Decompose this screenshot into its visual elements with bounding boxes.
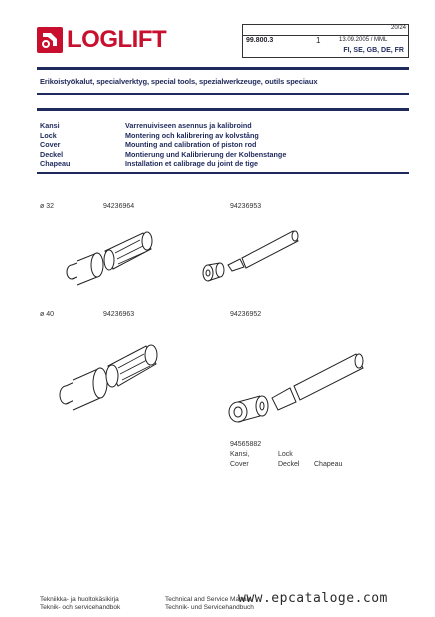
footer-text: Tekniikka- ja huoltokäsikirja bbox=[40, 596, 119, 603]
part-number-label: 94236964 bbox=[103, 203, 135, 210]
category-rule bbox=[37, 93, 409, 95]
footer-text: Technik- und Servicehandbuch bbox=[165, 604, 254, 611]
document-date: 13.09.2005 / MML bbox=[339, 37, 388, 43]
section-rule bbox=[37, 108, 409, 111]
diameter-32-label: ø 32 bbox=[40, 203, 55, 210]
title-value: Montering och kalibrering av kolvstång bbox=[125, 130, 259, 140]
document-number: 99.800.3 bbox=[246, 37, 274, 44]
footer-text: Technical and Service Manual bbox=[165, 596, 252, 603]
footer-text: Teknik- och servicehandbok bbox=[40, 604, 121, 611]
tool-drawing-d32-rod bbox=[198, 215, 308, 290]
title-key: Kansi bbox=[40, 121, 60, 130]
title-value: Varrenuiviseen asennus ja kalibroind bbox=[125, 121, 252, 130]
brand-emblem-icon bbox=[37, 27, 63, 53]
title-value: Installation et calibrage du joint de tige bbox=[125, 159, 258, 168]
title-key: Chapeau bbox=[40, 159, 71, 168]
category-line: Erikoistyökalut, specialverktyg, special tools, spezialwerkzeuge, outils speciaux bbox=[40, 77, 318, 86]
info-box-top-row bbox=[243, 25, 408, 36]
part-number-label: 94236963 bbox=[103, 311, 135, 318]
loglift-logo bbox=[37, 26, 167, 57]
document-version: 1 bbox=[316, 36, 321, 45]
cover-name: Chapeau bbox=[314, 461, 343, 468]
title-value: Montierung und Kalibrierung der Kolbenstange bbox=[125, 149, 287, 159]
footer-col1 bbox=[40, 596, 120, 612]
title-key: Lock bbox=[40, 130, 57, 140]
tool-drawing-d40-rod bbox=[220, 330, 370, 435]
part-number-label: 94236953 bbox=[230, 203, 262, 210]
diameter-40-label: ø 40 bbox=[40, 311, 55, 318]
cover-name: Cover bbox=[230, 461, 249, 468]
brand-name: LOGLIFT bbox=[67, 26, 167, 53]
watermark-link[interactable]: www.epcataloge.com bbox=[238, 591, 388, 606]
crane-hook-icon bbox=[37, 27, 63, 53]
part-number-label: 94236952 bbox=[230, 311, 262, 318]
title-value: Mounting and calibration of piston rod bbox=[125, 140, 257, 149]
cover-part-number: 94565882 bbox=[230, 441, 262, 448]
cover-name: Deckel bbox=[278, 461, 300, 468]
tool-drawing-d32-sleeve bbox=[55, 215, 165, 295]
page-number: 20/24 bbox=[390, 25, 406, 31]
title-key: Deckel bbox=[40, 149, 64, 159]
title-key: Cover bbox=[40, 140, 61, 149]
document-languages: FI, SE, GB, DE, FR bbox=[343, 47, 404, 54]
header-rule bbox=[37, 67, 409, 70]
cover-name: Kansi, bbox=[230, 451, 250, 458]
document-info-box bbox=[242, 24, 409, 58]
title-bottom-rule bbox=[37, 172, 409, 174]
cover-name: Lock bbox=[278, 451, 293, 458]
tool-drawing-d40-sleeve bbox=[48, 330, 168, 420]
